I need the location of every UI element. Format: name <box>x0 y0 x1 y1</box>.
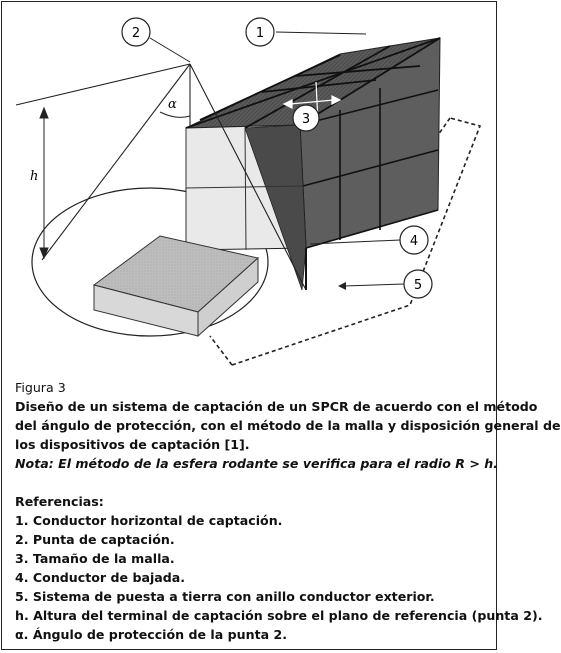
reference-item: α. Ángulo de protección de la punta 2. <box>15 627 288 642</box>
alpha-symbol: α <box>168 97 177 112</box>
svg-text:2: 2 <box>131 26 141 41</box>
reference-item: 2. Punta de captación. <box>15 532 175 547</box>
reference-item: h. Altura del terminal de captación sobre el plano de referencia (punta 2). <box>15 608 543 623</box>
callout-5 <box>338 270 432 298</box>
callout-3 <box>293 105 319 131</box>
reference-item: 1. Conductor horizontal de captación. <box>15 513 283 528</box>
caption-title-line: del ángulo de protección, con el método de la malla y disposición general de <box>15 418 561 433</box>
references-heading: Referencias: <box>15 494 104 509</box>
callout-2 <box>122 18 190 62</box>
reference-item: 3. Tamaño de la malla. <box>15 551 175 566</box>
caption-title-line: Diseño de un sistema de captación de un SPCR de acuerdo con el método <box>15 399 538 414</box>
callout-1 <box>246 18 366 46</box>
svg-text:4: 4 <box>409 234 419 249</box>
reference-item: 5. Sistema de puesta a tierra con anillo conductor exterior. <box>15 589 435 604</box>
svg-text:1: 1 <box>255 26 265 41</box>
svg-text:3: 3 <box>301 112 311 127</box>
svg-text:5: 5 <box>413 278 423 293</box>
caption-title-line: los dispositivos de captación [1]. <box>15 437 250 452</box>
figure-caption <box>15 378 561 644</box>
height-symbol: h <box>30 169 39 184</box>
protection-angle-arc <box>160 112 190 117</box>
reference-item: 4. Conductor de bajada. <box>15 570 186 585</box>
references-list <box>15 511 543 644</box>
height-dimension <box>40 108 48 258</box>
caption-note: Nota: El método de la esfera rodante se verifica para el radio R > h. <box>15 456 499 471</box>
figure-label: Figura 3 <box>15 380 66 395</box>
